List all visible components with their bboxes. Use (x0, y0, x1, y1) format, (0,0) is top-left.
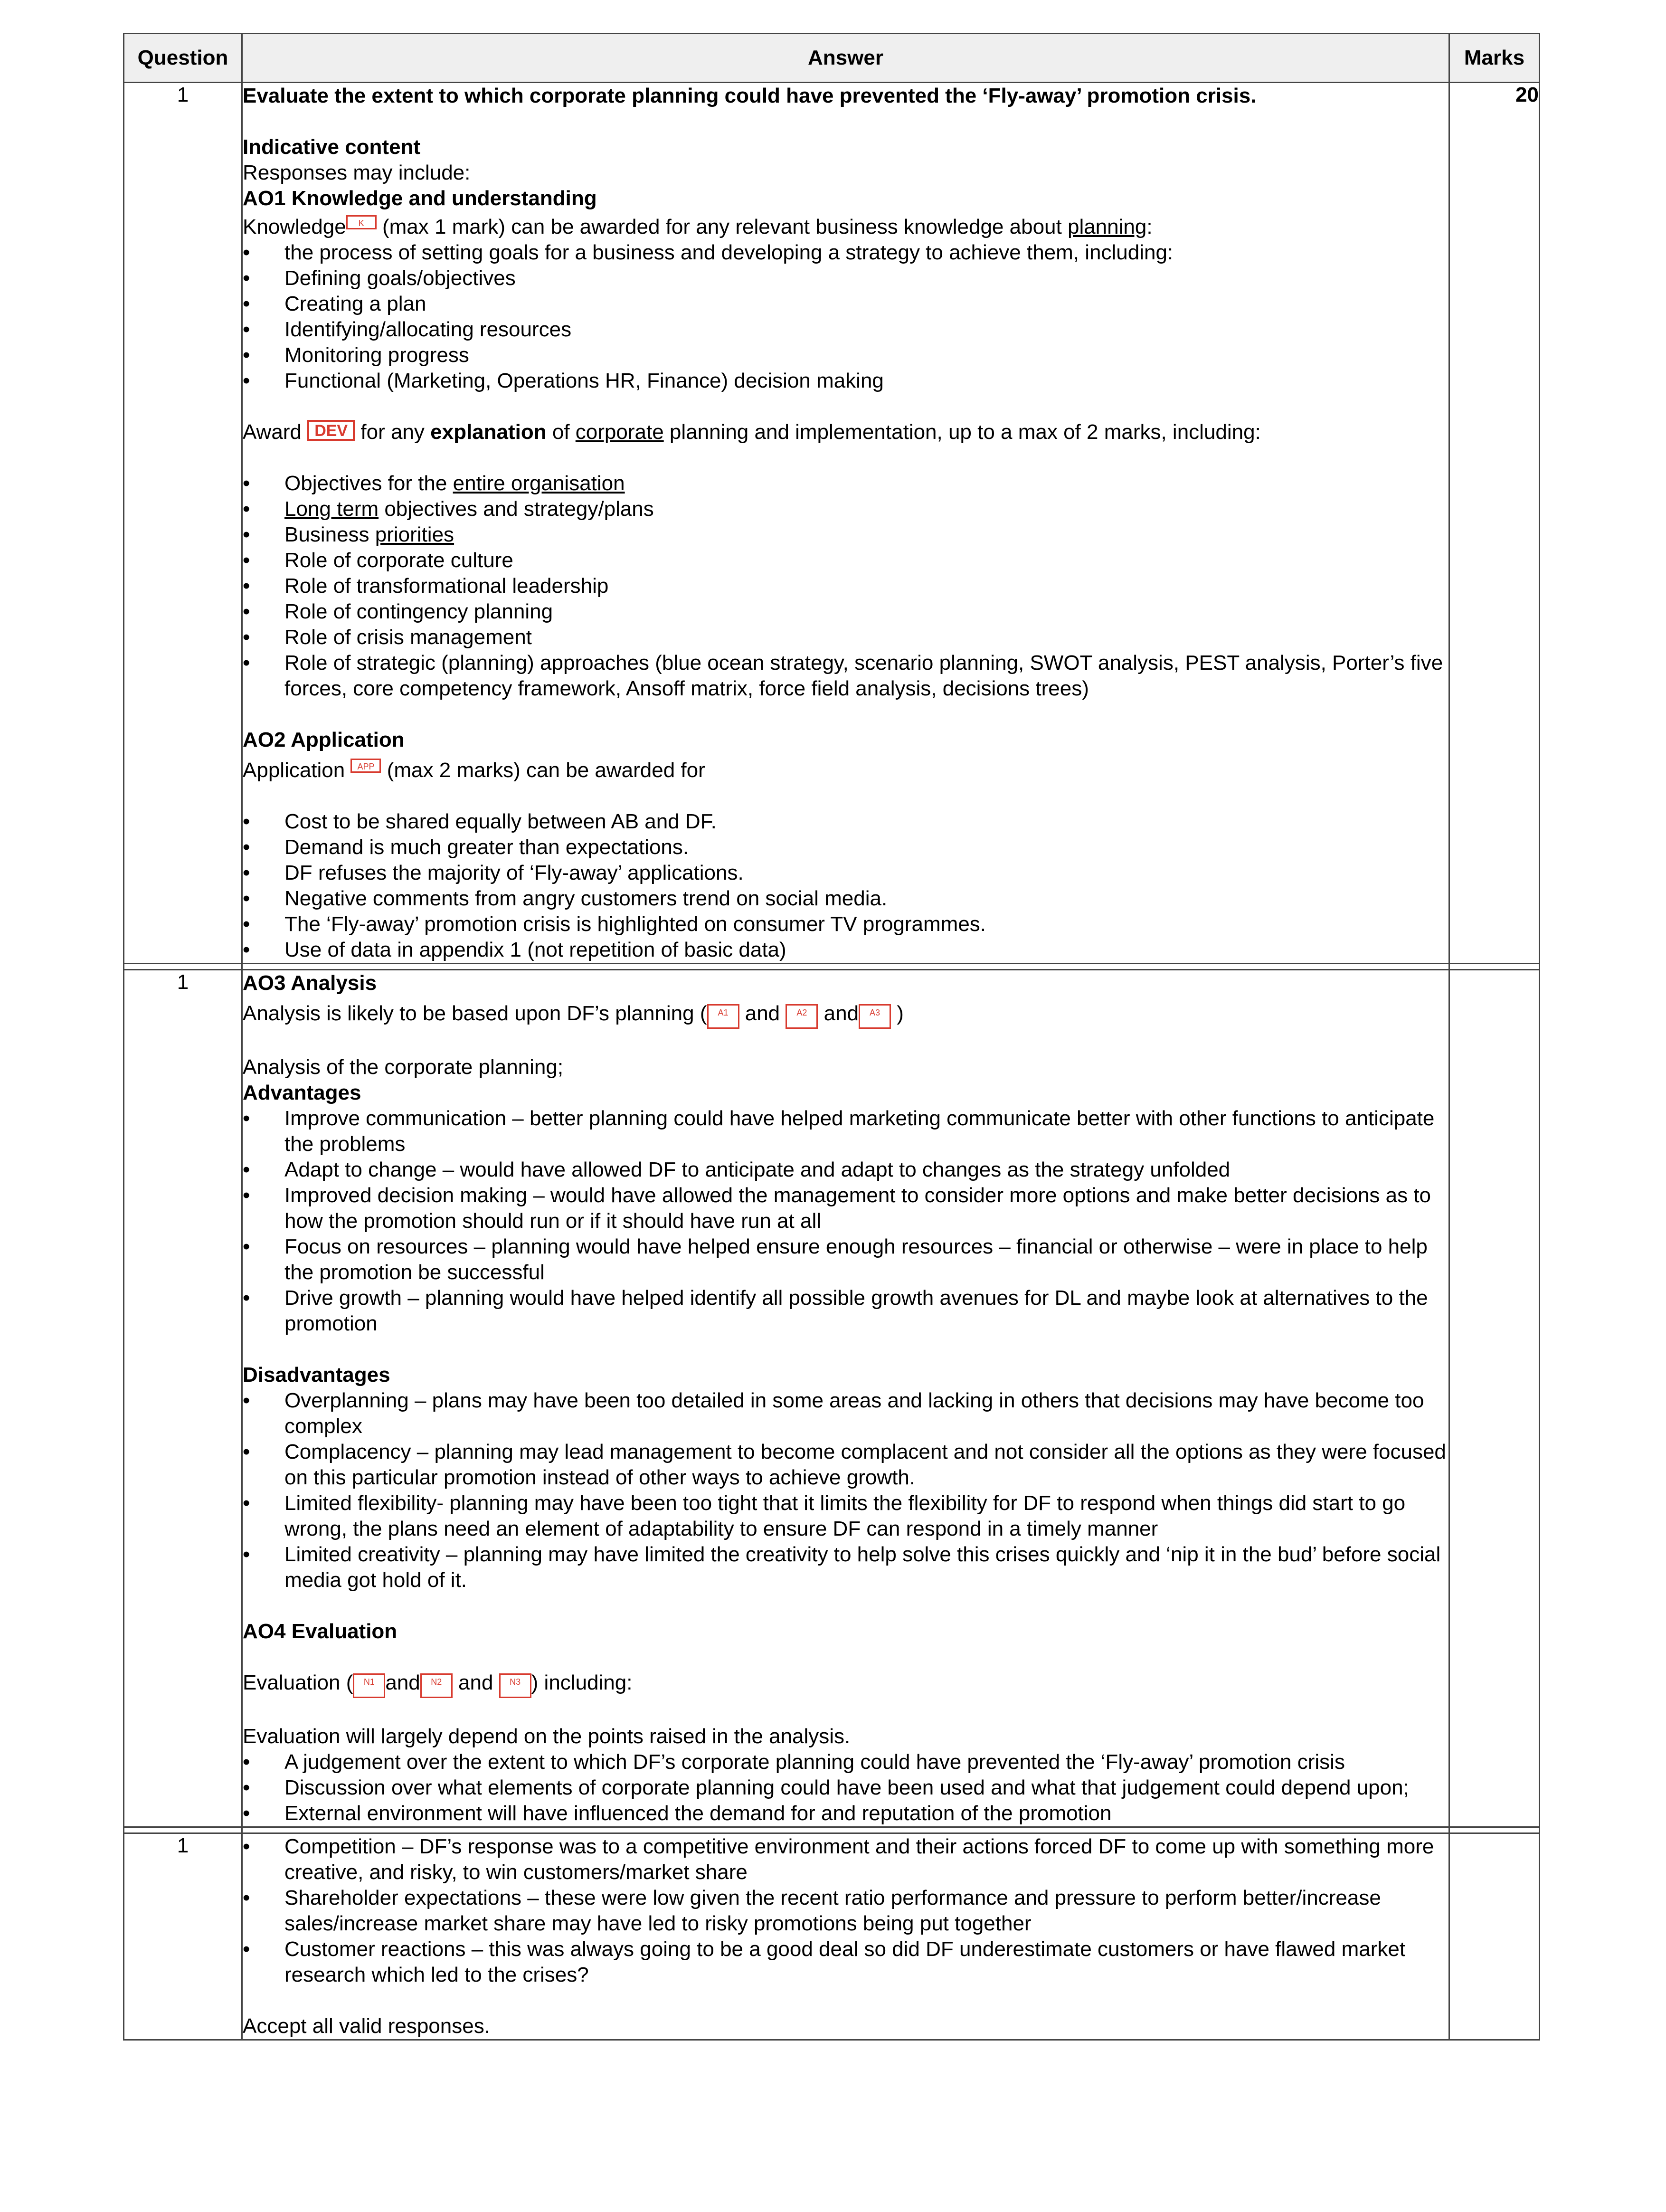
knowledge-line (243, 214, 1448, 240)
list-item: • Customer reactions – this was always going to be a good deal so did DF underestimate customers or have flawed market research which led to the crises? (243, 1937, 1448, 1988)
and-text: and (458, 1671, 493, 1694)
list-item: • Defining goals/objectives (243, 266, 1448, 291)
n1-stamp-icon: N1 (353, 1673, 385, 1698)
long-text: objectives and strategy/plans (379, 497, 654, 521)
list-item: • Improve communication – better planning could have helped marketing communicate better with other functions to anticipate the problems (243, 1106, 1448, 1157)
list-item: • Focus on resources – planning would have helped ensure enough resources – financial or otherwise – were in place to help the promotion be successful (243, 1234, 1448, 1285)
obj-underline: entire organisation (453, 472, 625, 495)
list-item: • Functional (Marketing, Operations HR, Finance) decision making (243, 368, 1448, 394)
award-label: Award (243, 420, 308, 444)
list-item: • Overplanning – plans may have been too detailed in some areas and lacking in others that decisions may have become too complex (243, 1388, 1448, 1439)
biz-text: Business (284, 523, 375, 546)
list-item: • External environment will have influenced the demand for and reputation of the promotion (243, 1801, 1448, 1826)
list-item: • Discussion over what elements of corporate planning could have been used and what that judgement could depend upon; (243, 1775, 1448, 1801)
header-answer: Answer (242, 34, 1449, 83)
list-item: • Shareholder expectations – these were low given the recent ratio performance and pressure to perform better/increase sales/increase market share may have led to risky promotions being put together (243, 1885, 1448, 1937)
evaluation-line (243, 1670, 1448, 1698)
evaluation-close: ) including: (531, 1671, 633, 1694)
responses-line: Responses may include: (243, 161, 471, 184)
a1-stamp-icon: A1 (707, 1004, 739, 1029)
list-item: • Competition – DF’s response was to a competitive environment and their actions forced DF to come up with something more creative, and risky, to win customers/market share (243, 1834, 1448, 1885)
close-paren: ) (897, 1002, 904, 1025)
a2-stamp-icon: A2 (786, 1004, 818, 1029)
application-list (243, 809, 1448, 963)
list-item: • Use of data in appendix 1 (not repetition of basic data) (243, 937, 1448, 963)
long-underline: Long term (284, 497, 379, 521)
and-text: and (745, 1002, 780, 1025)
list-item: • Role of transformational leadership (243, 573, 1448, 599)
list-item: • Adapt to change – would have allowed DF to anticipate and adapt to changes as the strategy unfolded (243, 1157, 1448, 1183)
list-item: • DF refuses the majority of ‘Fly-away’ applications. (243, 860, 1448, 886)
row-separator (124, 1827, 1540, 1833)
award-list (243, 471, 1448, 702)
evaluation-depend: Evaluation will largely depend on the points raised in the analysis. (243, 1725, 851, 1748)
knowledge-underline: planning (1067, 215, 1147, 238)
dev-stamp-icon: DEV (307, 420, 355, 441)
list-item: • Limited creativity – planning may have limited the creativity to help solve this crises quickly and ‘nip it in the bud’ before social media got hold of it. (243, 1542, 1448, 1593)
and-text: and (824, 1002, 859, 1025)
list-item: • The ‘Fly-away’ promotion crisis is highlighted on consumer TV programmes. (243, 911, 1448, 937)
list-item (243, 496, 1448, 522)
table-header-row (124, 34, 1540, 83)
indicative-heading: Indicative content (243, 135, 421, 159)
list-item: • Negative comments from angry customers trend on social media. (243, 886, 1448, 911)
advantages-list (243, 1106, 1448, 1337)
mark-scheme-table (123, 33, 1540, 2041)
list-item: • Role of contingency planning (243, 599, 1448, 625)
application-line (243, 758, 1448, 783)
list-item: • Role of corporate culture (243, 548, 1448, 573)
award-text-3: planning and implementation, up to a max of 2 marks, including: (663, 420, 1261, 444)
list-item: • the process of setting goals for a business and developing a strategy to achieve them, including: (243, 240, 1448, 266)
award-line (243, 419, 1448, 445)
answer-cell (242, 1833, 1449, 2040)
evaluation-list (243, 1749, 1448, 1826)
application-text: (max 2 marks) can be awarded for (381, 759, 705, 782)
marks-empty (1449, 970, 1540, 1827)
ao2-heading: AO2 Application (243, 728, 405, 751)
advantages-heading: Advantages (243, 1081, 361, 1104)
knowledge-text: (max 1 mark) can be awarded for any relevant business knowledge about (376, 215, 1068, 238)
award-text-1: for any (355, 420, 431, 444)
answer-cell (242, 970, 1449, 1827)
answer-cell (242, 83, 1449, 964)
list-item: • Role of crisis management (243, 625, 1448, 650)
award-underline: corporate (575, 420, 664, 444)
list-item: • Monitoring progress (243, 342, 1448, 368)
marks-empty (1449, 1833, 1540, 2040)
list-item: • Role of strategic (planning) approaches (blue ocean strategy, scenario planning, SWOT analysis, PEST analysis, Porter’s five forces, core competency framework, Ansoff matrix, force field analysis, decisions trees) (243, 650, 1448, 702)
disadvantages-heading: Disadvantages (243, 1363, 390, 1386)
list-item: • Identifying/allocating resources (243, 317, 1448, 342)
header-question: Question (124, 34, 242, 83)
table-row (124, 83, 1540, 964)
list-item: • Creating a plan (243, 291, 1448, 317)
list-item: • Improved decision making – would have allowed the management to consider more options and make better decisions as to how the promotion should run or if it should have run at all (243, 1183, 1448, 1234)
table-row (124, 970, 1540, 1827)
list-item (243, 471, 1448, 496)
header-marks: Marks (1449, 34, 1540, 83)
disadvantages-list (243, 1388, 1448, 1593)
analysis-line (243, 1001, 1448, 1029)
list-item: • Limited flexibility- planning may have been too tight that it limits the flexibility for DF to respond when things did start to go wrong, the plans need an element of adaptability to ensure DF can respond in a timely manner (243, 1490, 1448, 1542)
external-factors-list (243, 1834, 1448, 1988)
obj-text: Objectives for the (284, 472, 453, 495)
question-number: 1 (124, 83, 242, 964)
knowledge-stamp-icon: K (346, 215, 377, 229)
knowledge-list (243, 240, 1448, 394)
question-number: 1 (124, 1833, 242, 2040)
mark-scheme-page (123, 33, 1540, 2041)
ao4-heading: AO4 Evaluation (243, 1620, 398, 1643)
question-number: 1 (124, 970, 242, 1827)
marks-value: 20 (1449, 83, 1540, 964)
n3-stamp-icon: N3 (499, 1673, 531, 1698)
analysis-of-line: Analysis of the corporate planning; (243, 1055, 564, 1079)
biz-underline: priorities (375, 523, 454, 546)
award-bold: explanation (430, 420, 547, 444)
list-item: • Complacency – planning may lead management to become complacent and not consider all the options as they were focused on this particular promotion instead of other ways to achieve growth. (243, 1439, 1448, 1490)
row-separator (124, 964, 1540, 970)
question-text: Evaluate the extent to which corporate planning could have prevented the ‘Fly-away’ promotion crisis. (243, 84, 1257, 107)
list-item: • Cost to be shared equally between AB and DF. (243, 809, 1448, 835)
n2-stamp-icon: N2 (420, 1673, 453, 1698)
knowledge-label: Knowledge (243, 215, 346, 238)
list-item (243, 522, 1448, 548)
knowledge-colon: : (1146, 215, 1153, 238)
list-item: • Demand is much greater than expectations. (243, 835, 1448, 860)
list-item: • A judgement over the extent to which DF’s corporate planning could have prevented the ‘Fly-away’ promotion crisis (243, 1749, 1448, 1775)
app-stamp-icon: APP (350, 759, 381, 773)
a3-stamp-icon: A3 (859, 1004, 891, 1029)
accept-line: Accept all valid responses. (243, 2014, 490, 2038)
award-text-2: of (546, 420, 576, 444)
evaluation-label: Evaluation ( (243, 1671, 353, 1694)
table-row (124, 1833, 1540, 2040)
list-item: • Drive growth – planning would have helped identify all possible growth avenues for DL and maybe look at alternatives to the promotion (243, 1285, 1448, 1337)
ao3-heading: AO3 Analysis (243, 971, 377, 995)
analysis-label: Analysis is likely to be based upon DF’s planning ( (243, 1002, 707, 1025)
application-label: Application (243, 759, 351, 782)
ao1-heading: AO1 Knowledge and understanding (243, 187, 597, 210)
and-text: and (385, 1671, 420, 1694)
